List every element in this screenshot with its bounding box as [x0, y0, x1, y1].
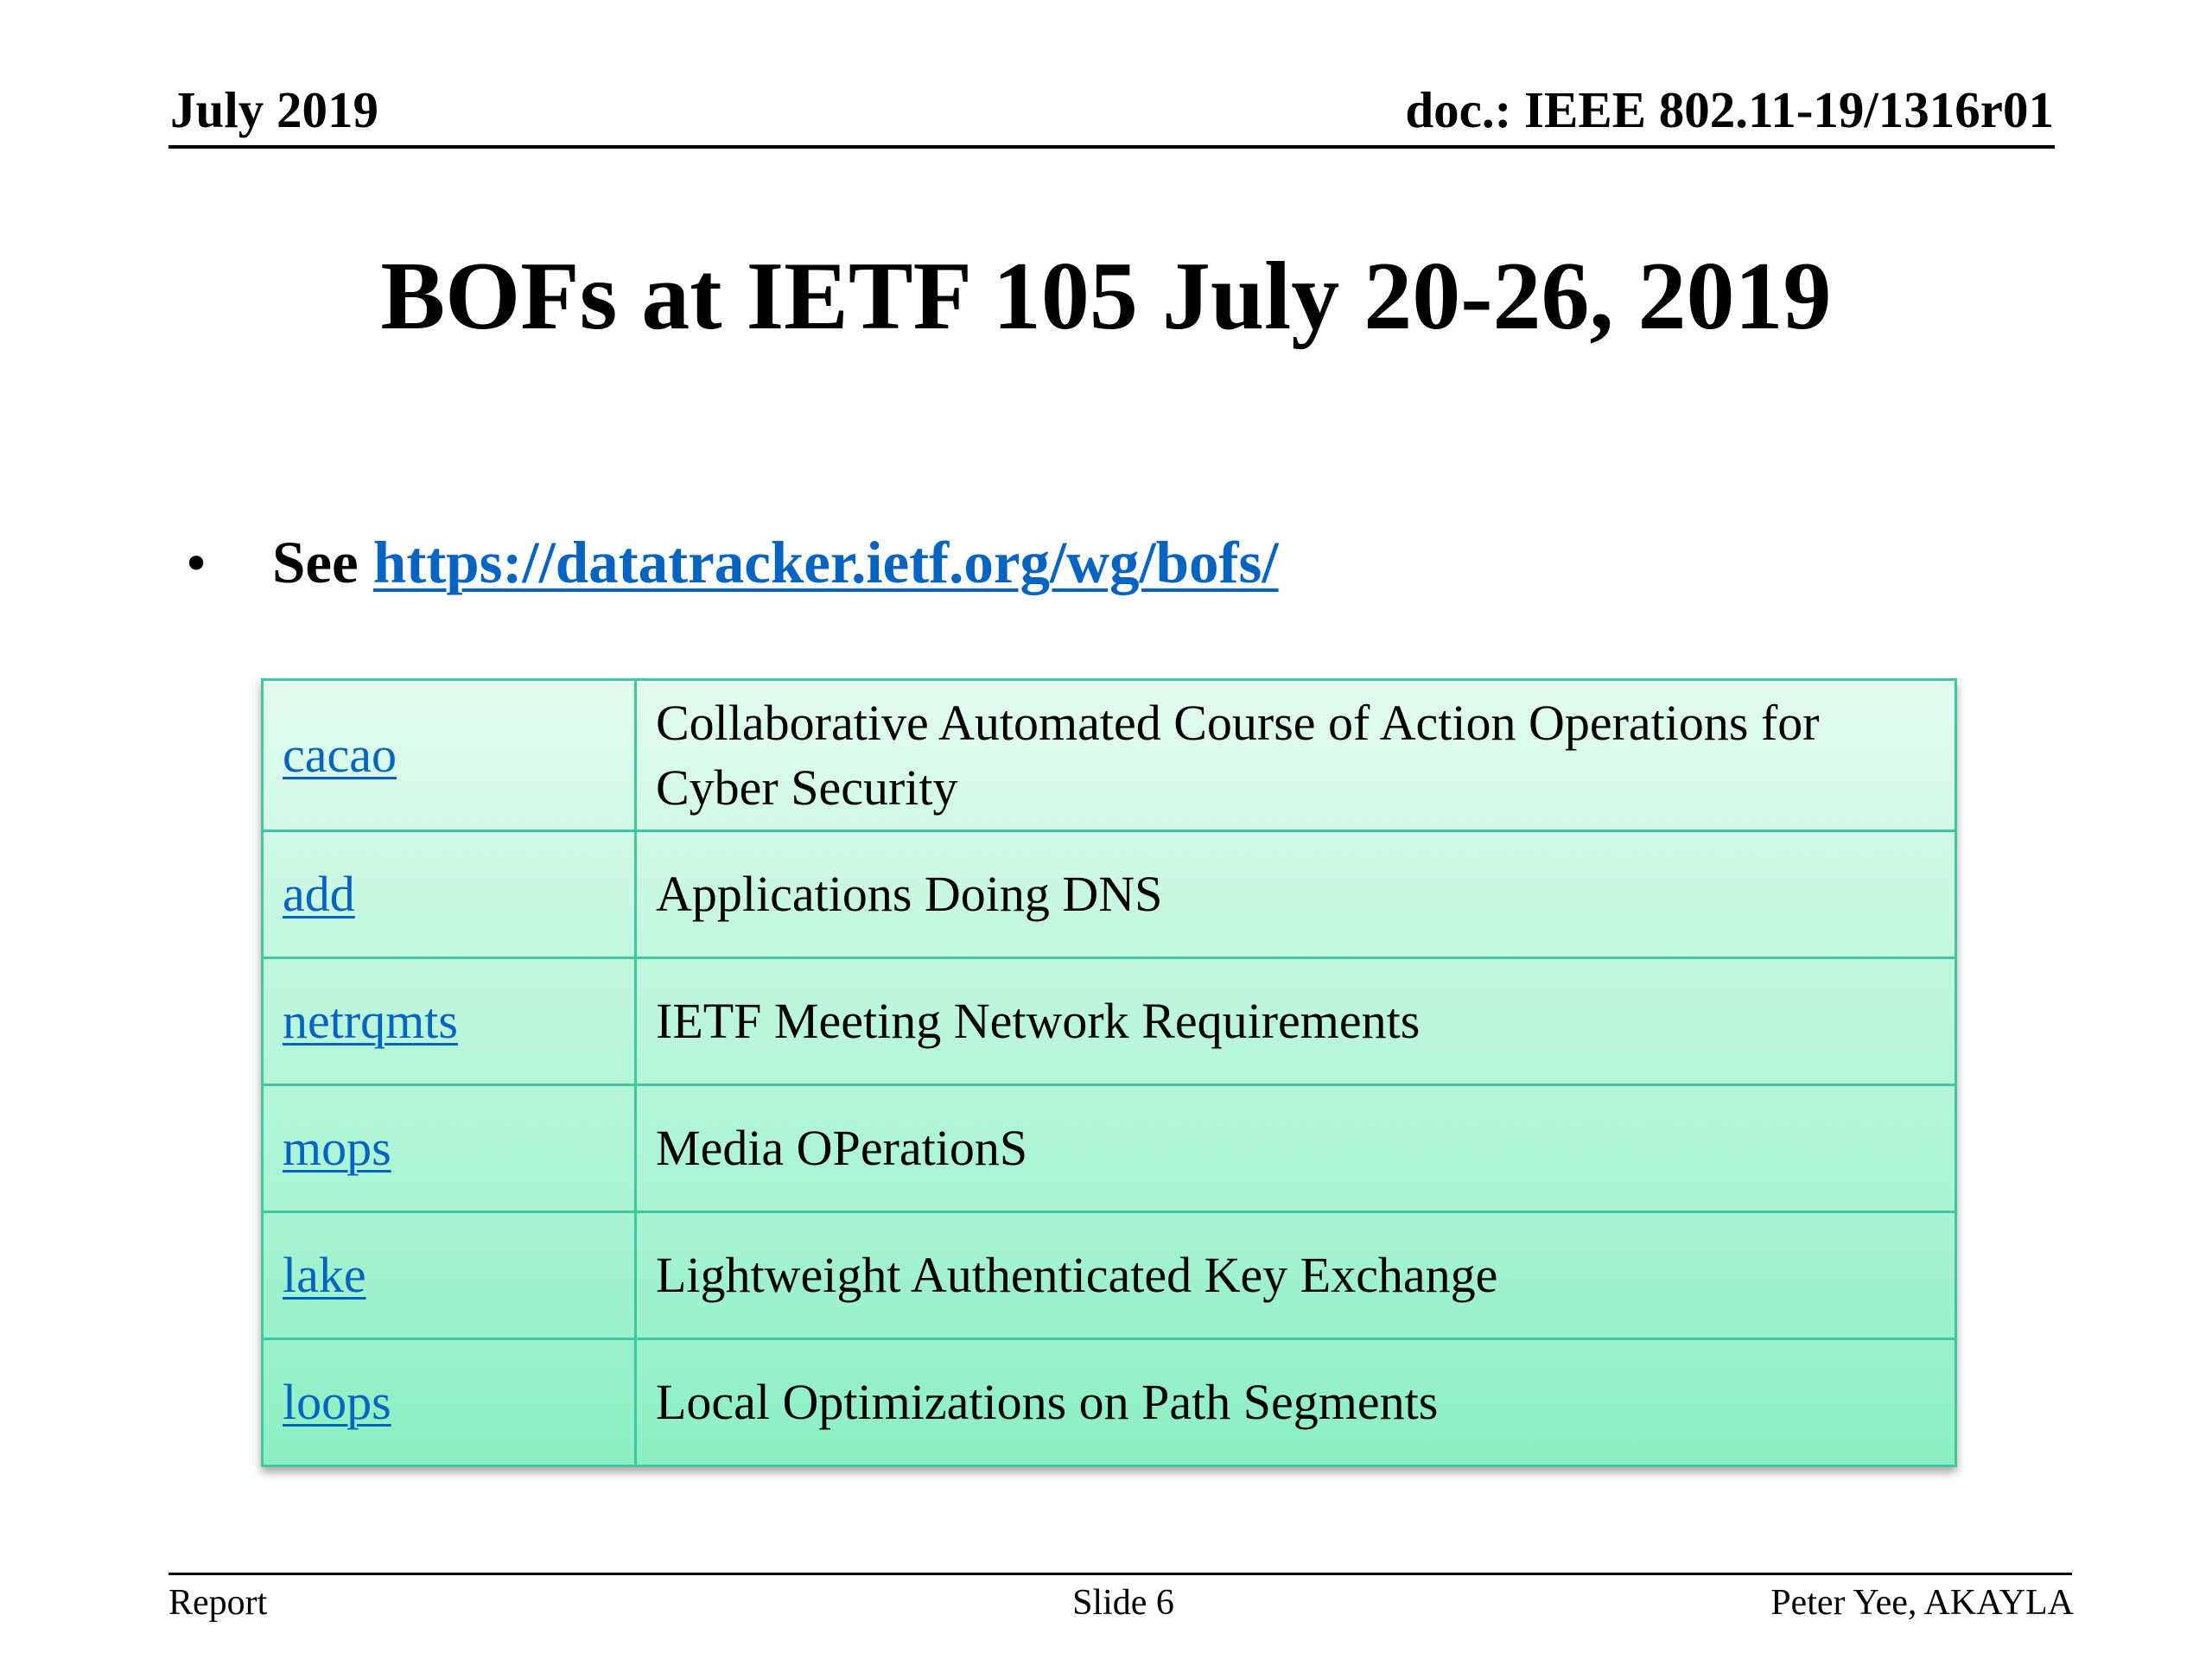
table-row — [263, 958, 1956, 1085]
bullet-item — [186, 530, 1279, 595]
bof-code-link[interactable]: mops — [283, 1120, 391, 1177]
bof-code-link[interactable]: loops — [283, 1374, 391, 1431]
bof-name-cell: Local Optimizations on Path Segments — [636, 1339, 1956, 1466]
header-rule — [168, 145, 2055, 149]
table-row — [263, 1085, 1956, 1212]
bofs-link[interactable]: https://datatracker.ietf.org/wg/bofs/ — [372, 530, 1279, 595]
bof-name-cell: Media OPerationS — [636, 1085, 1956, 1212]
bof-code-cell — [263, 680, 636, 831]
bof-code-link[interactable]: add — [283, 866, 355, 923]
bof-code-cell — [263, 1212, 636, 1339]
table-row — [263, 1212, 1956, 1339]
bof-code-link[interactable]: cacao — [283, 727, 397, 784]
bof-name-cell: Applications Doing DNS — [636, 831, 1956, 958]
slide-title: BOFs at IETF 105 July 20-26, 2019 — [380, 243, 1832, 350]
bof-table — [261, 678, 1957, 1467]
header-date: July 2019 — [170, 81, 378, 138]
bof-code-cell — [263, 1339, 636, 1466]
bof-name-cell: Lightweight Authenticated Key Exchange — [636, 1212, 1956, 1339]
footer-report: Report — [168, 1583, 268, 1623]
bof-name-cell: IETF Meeting Network Requirements — [636, 958, 1956, 1085]
bullet-prefix: See — [272, 530, 373, 595]
table-row — [263, 1339, 1956, 1466]
bof-code-cell — [263, 1085, 636, 1212]
footer-slide-number: Slide 6 — [1072, 1583, 1174, 1623]
table-row — [263, 680, 1956, 831]
footer-rule — [168, 1573, 2072, 1575]
bof-code-link[interactable]: netrqmts — [283, 993, 458, 1050]
footer-author: Peter Yee, AKAYLA — [1770, 1583, 2074, 1623]
bof-code-link[interactable]: lake — [283, 1247, 366, 1304]
bullet-marker: • — [186, 530, 207, 595]
header-doc-id: doc.: IEEE 802.11-19/1316r01 — [1405, 81, 2054, 138]
bof-code-cell — [263, 831, 636, 958]
bof-name-cell: Collaborative Automated Course of Action Operations for Cyber Security — [636, 680, 1956, 831]
table-row — [263, 831, 1956, 958]
bof-code-cell — [263, 958, 636, 1085]
